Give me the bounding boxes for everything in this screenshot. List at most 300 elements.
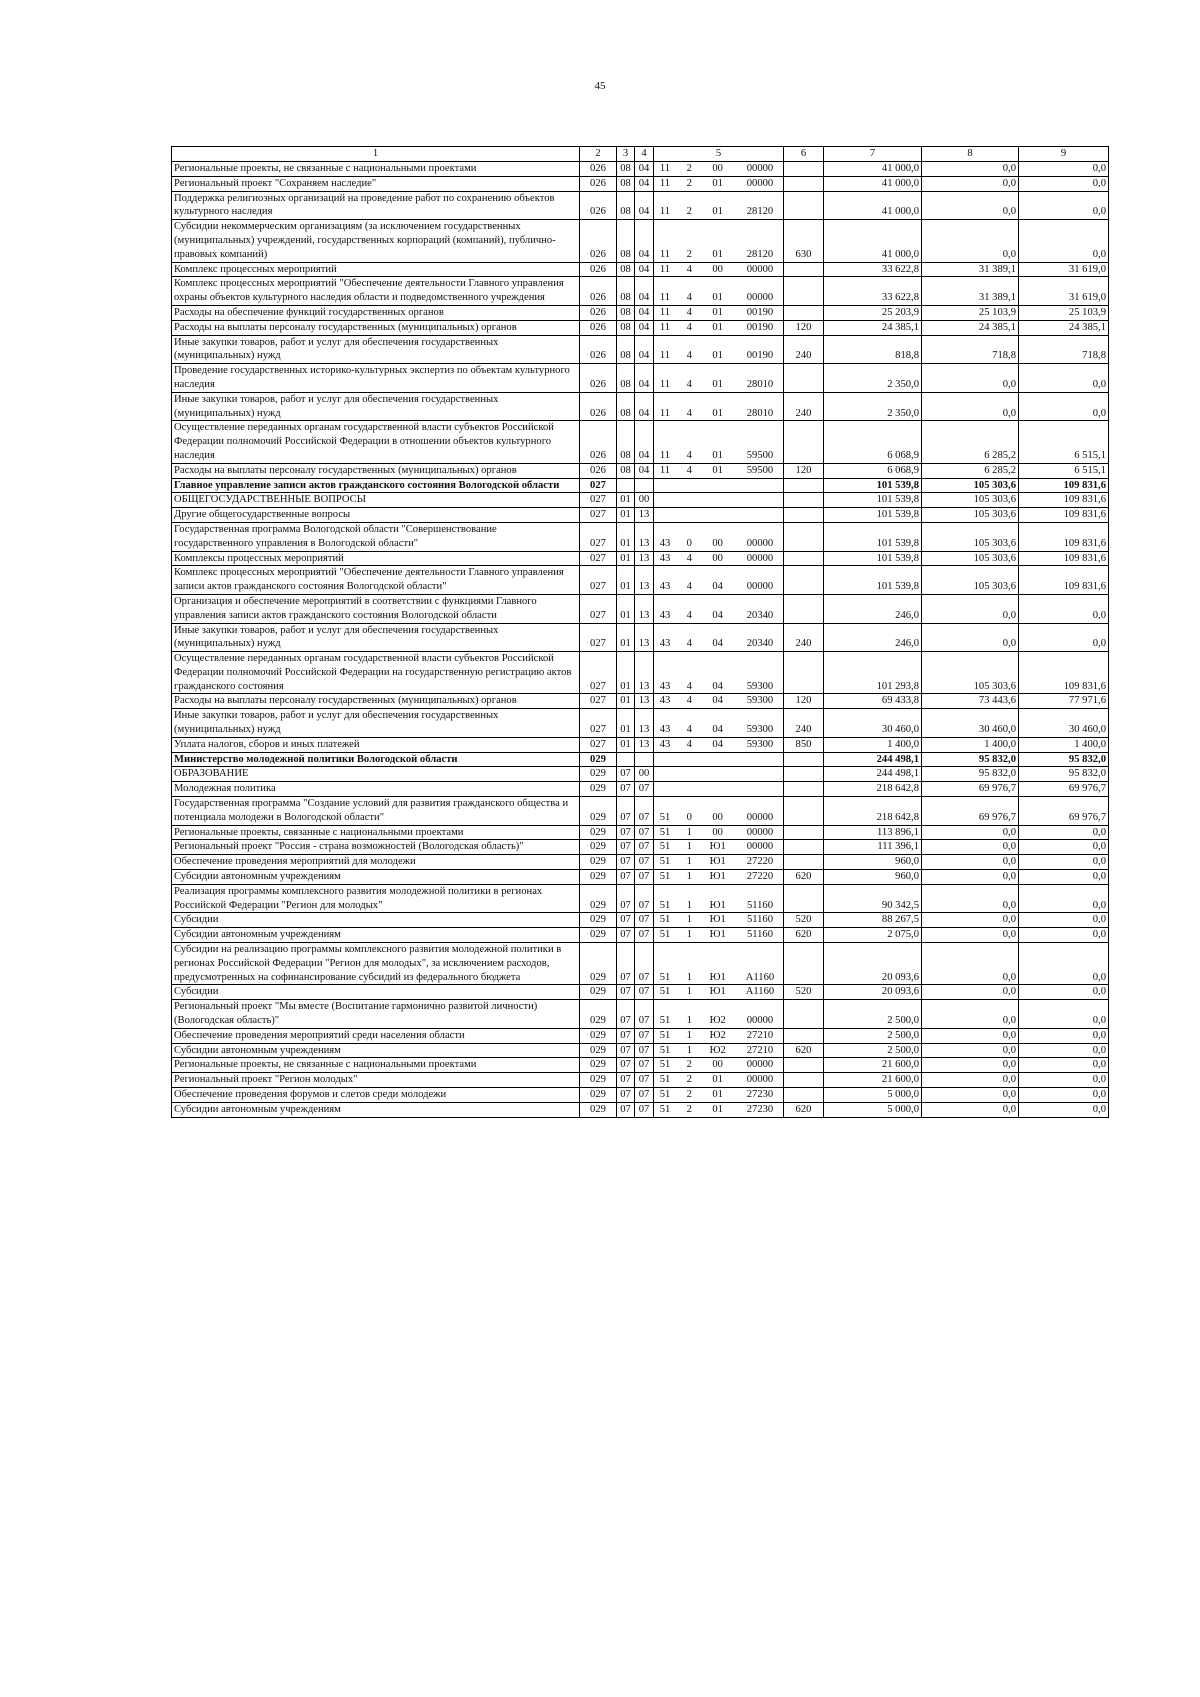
target-article-parts (656, 870, 781, 884)
amount-year2-cell: 0,0 (922, 623, 1019, 652)
expense-type-cell (784, 162, 824, 177)
expense-type-cell (784, 652, 824, 694)
target-article-part: 2 (686, 163, 692, 174)
section-code-cell: 08 (617, 191, 635, 220)
ministry-code-cell: 029 (580, 752, 617, 767)
section-code-cell: 07 (617, 825, 635, 840)
subsection-code-cell: 07 (635, 855, 654, 870)
table-row (172, 392, 1109, 421)
amount-year1-cell: 21 600,0 (824, 1073, 922, 1088)
amount-year2-cell: 0,0 (922, 943, 1019, 985)
target-article-part: Ю2 (709, 1044, 726, 1056)
subsection-code-cell: 13 (635, 709, 654, 738)
section-code-cell: 01 (617, 522, 635, 551)
target-article-part: 11 (659, 248, 671, 260)
target-article-part: 11 (659, 292, 671, 304)
target-article-part: 51 (659, 986, 671, 998)
column-header: 8 (922, 147, 1019, 162)
amount-year1-cell: 30 460,0 (824, 709, 922, 738)
subsection-code-cell: 13 (635, 652, 654, 694)
amount-year3-cell: 0,0 (1019, 392, 1109, 421)
target-article-cell (654, 928, 784, 943)
section-code-cell: 08 (617, 421, 635, 463)
amount-year1-cell: 69 433,8 (824, 694, 922, 709)
section-code-cell: 01 (617, 623, 635, 652)
expense-name-cell: Субсидии автономным учреждениям (172, 1102, 580, 1117)
target-article-parts (656, 263, 781, 277)
target-article-part: 4 (686, 321, 692, 333)
amount-year2-cell: 95 832,0 (922, 752, 1019, 767)
target-article-cell (654, 1028, 784, 1043)
target-article-part: 00190 (746, 350, 774, 362)
target-article-part: 4 (686, 695, 692, 707)
target-article-part: 59300 (746, 680, 774, 692)
expense-name-cell: Организация и обеспечение мероприятий в соответствии с функциями Главного управления записи актов гражданского состояния Вологодской области (172, 594, 580, 623)
target-article-parts (656, 1103, 781, 1117)
target-article-part: 4 (686, 449, 692, 461)
expense-name-cell: Комплексы процессных мероприятий (172, 551, 580, 566)
target-article-part: 59300 (746, 724, 774, 736)
target-article-cell (654, 493, 784, 508)
table-row (172, 623, 1109, 652)
expense-name-cell: Иные закупки товаров, работ и услуг для обеспечения государственных (муниципальных) нужд (172, 623, 580, 652)
target-article-cell (654, 870, 784, 885)
amount-year2-cell: 105 303,6 (922, 522, 1019, 551)
ministry-code-cell: 027 (580, 566, 617, 595)
amount-year3-cell: 0,0 (1019, 594, 1109, 623)
expense-type-cell (784, 421, 824, 463)
amount-year1-cell: 41 000,0 (824, 162, 922, 177)
target-article-cell (654, 1073, 784, 1088)
target-article-part: 01 (712, 1089, 723, 1100)
target-article-part: 01 (712, 350, 723, 362)
target-article-part: 01 (712, 464, 723, 476)
expense-type-cell: 120 (784, 463, 824, 478)
amount-year1-cell: 6 068,9 (824, 421, 922, 463)
expense-type-cell: 240 (784, 623, 824, 652)
amount-year1-cell: 2 350,0 (824, 392, 922, 421)
target-article-parts (656, 826, 781, 840)
amount-year2-cell: 105 303,6 (922, 551, 1019, 566)
target-article-cell (654, 335, 784, 364)
expense-type-cell (784, 493, 824, 508)
amount-year3-cell: 6 515,1 (1019, 463, 1109, 478)
target-article-part: 1 (686, 914, 692, 926)
table-row (172, 191, 1109, 220)
table-row (172, 855, 1109, 870)
target-article-part: 01 (712, 407, 723, 419)
expense-type-cell: 240 (784, 392, 824, 421)
target-article-cell (654, 1058, 784, 1073)
subsection-code-cell: 07 (635, 1058, 654, 1073)
target-article-cell (654, 220, 784, 262)
target-article-parts (656, 738, 781, 752)
target-article-part: 01 (712, 1103, 723, 1115)
target-article-part: 4 (686, 407, 692, 419)
subsection-code-cell: 07 (635, 928, 654, 943)
amount-year1-cell: 33 622,8 (824, 262, 922, 277)
section-code-cell: 07 (617, 855, 635, 870)
table-row (172, 884, 1109, 913)
amount-year3-cell: 77 971,6 (1019, 694, 1109, 709)
target-article-parts (656, 985, 781, 999)
amount-year1-cell: 218 642,8 (824, 797, 922, 826)
target-article-part: 00 (712, 1059, 723, 1071)
target-article-parts (656, 449, 781, 463)
amount-year2-cell: 0,0 (922, 176, 1019, 191)
amount-year2-cell: 0,0 (922, 1000, 1019, 1029)
amount-year3-cell: 30 460,0 (1019, 709, 1109, 738)
expense-type-cell: 520 (784, 913, 824, 928)
section-code-cell: 08 (617, 364, 635, 393)
expense-name-cell: Государственная программа Вологодской области "Совершенствование государственного управления в Вологодской области" (172, 522, 580, 551)
target-article-cell (654, 262, 784, 277)
target-article-part: 01 (712, 378, 723, 390)
target-article-part: 51 (659, 826, 671, 838)
target-article-cell (654, 652, 784, 694)
amount-year2-cell: 31 389,1 (922, 262, 1019, 277)
target-article-parts (656, 1014, 781, 1028)
subsection-code-cell: 00 (635, 493, 654, 508)
expense-name-cell: Поддержка религиозных организаций на проведение работ по сохранению объектов культурного наследия (172, 191, 580, 220)
subsection-code-cell: 04 (635, 364, 654, 393)
amount-year2-cell: 69 976,7 (922, 797, 1019, 826)
section-code-cell: 07 (617, 985, 635, 1000)
ministry-code-cell: 029 (580, 797, 617, 826)
expense-type-cell (784, 1028, 824, 1043)
section-code-cell: 07 (617, 797, 635, 826)
amount-year3-cell: 0,0 (1019, 1088, 1109, 1103)
target-article-cell (654, 737, 784, 752)
ministry-code-cell: 027 (580, 508, 617, 523)
target-article-part: Ю1 (709, 899, 726, 911)
target-article-part: 01 (712, 306, 723, 318)
target-article-part: 00 (712, 537, 723, 549)
table-row (172, 840, 1109, 855)
subsection-code-cell: 04 (635, 162, 654, 177)
ministry-code-cell: 026 (580, 320, 617, 335)
table-row (172, 277, 1109, 306)
target-article-part: 0 (686, 811, 692, 823)
target-article-part: 1 (686, 971, 692, 983)
expense-type-cell: 620 (784, 1102, 824, 1117)
expense-type-cell (784, 840, 824, 855)
expense-name-cell: Другие общегосударственные вопросы (172, 508, 580, 523)
target-article-part: 43 (659, 738, 671, 750)
target-article-part: 00 (712, 263, 723, 275)
target-article-cell (654, 913, 784, 928)
target-article-part: 51160 (746, 914, 774, 926)
target-article-parts (656, 537, 781, 551)
table-row (172, 1028, 1109, 1043)
expense-name-cell: Реализация программы комплексного развития молодежной политики в регионах Российской Федерации "Регион для молодых" (172, 884, 580, 913)
section-code-cell: 08 (617, 262, 635, 277)
amount-year2-cell: 105 303,6 (922, 508, 1019, 523)
target-article-cell (654, 840, 784, 855)
target-article-parts (656, 248, 781, 262)
subsection-code-cell: 07 (635, 825, 654, 840)
target-article-parts (656, 552, 781, 566)
target-article-parts (656, 321, 781, 335)
target-article-part: 4 (686, 292, 692, 304)
ministry-code-cell: 027 (580, 493, 617, 508)
amount-year1-cell: 101 539,8 (824, 508, 922, 523)
table-row (172, 551, 1109, 566)
target-article-cell (654, 277, 784, 306)
section-code-cell: 07 (617, 782, 635, 797)
ministry-code-cell: 029 (580, 913, 617, 928)
expense-name-cell: Уплата налогов, сборов и иных платежей (172, 737, 580, 752)
target-article-part: 01 (712, 248, 723, 260)
expense-type-cell: 520 (784, 985, 824, 1000)
target-article-parts (656, 609, 781, 623)
amount-year3-cell: 1 400,0 (1019, 737, 1109, 752)
target-article-part: Ю1 (709, 971, 726, 983)
expense-type-cell (784, 782, 824, 797)
target-article-part: 59300 (746, 738, 774, 750)
target-article-part: 20340 (746, 609, 774, 621)
expense-type-cell: 120 (784, 320, 824, 335)
target-article-part: 0 (686, 537, 692, 549)
ministry-code-cell: 026 (580, 162, 617, 177)
target-article-part: 11 (659, 306, 671, 318)
table-row (172, 262, 1109, 277)
target-article-parts (656, 407, 781, 421)
target-article-part: 04 (712, 581, 723, 593)
amount-year2-cell: 0,0 (922, 825, 1019, 840)
amount-year3-cell: 0,0 (1019, 840, 1109, 855)
target-article-part: 00000 (746, 163, 774, 174)
target-article-part: 00000 (746, 552, 774, 564)
target-article-part: 43 (659, 609, 671, 621)
target-article-parts (656, 378, 781, 392)
section-code-cell: 01 (617, 709, 635, 738)
expense-type-cell (784, 191, 824, 220)
amount-year1-cell: 20 093,6 (824, 985, 922, 1000)
target-article-part: 28120 (746, 248, 774, 260)
table-row (172, 320, 1109, 335)
target-article-part: 11 (659, 163, 671, 174)
target-article-part: Ю1 (709, 929, 726, 941)
target-article-cell (654, 855, 784, 870)
amount-year2-cell: 0,0 (922, 392, 1019, 421)
target-article-part: 51 (659, 929, 671, 941)
expense-name-cell: Субсидии автономным учреждениям (172, 870, 580, 885)
table-row (172, 752, 1109, 767)
section-code-cell: 01 (617, 737, 635, 752)
expense-type-cell (784, 364, 824, 393)
amount-year1-cell: 2 500,0 (824, 1043, 922, 1058)
section-code-cell: 07 (617, 928, 635, 943)
target-article-part: 4 (686, 724, 692, 736)
amount-year3-cell: 24 385,1 (1019, 320, 1109, 335)
expense-type-cell: 620 (784, 928, 824, 943)
section-code-cell: 01 (617, 493, 635, 508)
expense-type-cell (784, 277, 824, 306)
amount-year2-cell: 0,0 (922, 855, 1019, 870)
ministry-code-cell: 029 (580, 928, 617, 943)
subsection-code-cell: 04 (635, 320, 654, 335)
ministry-code-cell: 027 (580, 694, 617, 709)
table-row (172, 709, 1109, 738)
target-article-part: 11 (659, 321, 671, 333)
section-code-cell: 07 (617, 1000, 635, 1029)
target-article-part: 2 (686, 1089, 692, 1100)
target-article-part: 59500 (746, 464, 774, 476)
target-article-part: 1 (686, 986, 692, 998)
target-article-cell (654, 364, 784, 393)
subsection-code-cell: 07 (635, 943, 654, 985)
subsection-code-cell: 13 (635, 566, 654, 595)
ministry-code-cell: 029 (580, 1000, 617, 1029)
table-row (172, 1073, 1109, 1088)
target-article-part: 00000 (746, 263, 774, 275)
expense-name-cell: Расходы на выплаты персоналу государственных (муниципальных) органов (172, 320, 580, 335)
expense-type-cell (784, 855, 824, 870)
expense-type-cell (784, 943, 824, 985)
amount-year1-cell: 24 385,1 (824, 320, 922, 335)
ministry-code-cell: 026 (580, 262, 617, 277)
target-article-parts (656, 723, 781, 737)
target-article-part: Ю1 (709, 871, 726, 883)
target-article-cell (654, 566, 784, 595)
table-row (172, 782, 1109, 797)
ministry-code-cell: 027 (580, 551, 617, 566)
amount-year1-cell: 21 600,0 (824, 1058, 922, 1073)
expense-name-cell: Проведение государственных историко-культурных экспертиз по объектам культурного наследия (172, 364, 580, 393)
expense-name-cell: Региональный проект "Сохраняем наследие" (172, 176, 580, 191)
target-article-part: А1160 (745, 986, 775, 998)
amount-year2-cell: 0,0 (922, 1102, 1019, 1117)
target-article-parts (656, 464, 781, 478)
table-row (172, 985, 1109, 1000)
amount-year1-cell: 818,8 (824, 335, 922, 364)
amount-year1-cell: 1 400,0 (824, 737, 922, 752)
expense-name-cell: Региональный проект "Россия - страна возможностей (Вологодская область)" (172, 840, 580, 855)
target-article-part: Ю1 (709, 986, 726, 998)
amount-year3-cell: 0,0 (1019, 220, 1109, 262)
amount-year3-cell: 31 619,0 (1019, 277, 1109, 306)
target-article-parts (656, 971, 781, 985)
amount-year1-cell: 960,0 (824, 870, 922, 885)
target-article-parts (656, 855, 781, 869)
ministry-code-cell: 026 (580, 305, 617, 320)
expense-name-cell: Субсидии некоммерческим организациям (за исключением государственных (муниципальных) учреждений, государственных корпораций (компаний), публично-правовых компаний) (172, 220, 580, 262)
expense-type-cell (784, 797, 824, 826)
target-article-parts (656, 694, 781, 708)
amount-year2-cell: 0,0 (922, 1028, 1019, 1043)
expense-name-cell: Субсидии (172, 913, 580, 928)
subsection-code-cell: 07 (635, 1088, 654, 1103)
amount-year3-cell: 0,0 (1019, 1073, 1109, 1088)
target-article-part: 11 (659, 350, 671, 362)
table-row (172, 870, 1109, 885)
amount-year3-cell: 0,0 (1019, 928, 1109, 943)
expense-type-cell (784, 1058, 824, 1073)
table-row (172, 1088, 1109, 1103)
amount-year1-cell: 2 075,0 (824, 928, 922, 943)
amount-year2-cell: 0,0 (922, 220, 1019, 262)
target-article-cell (654, 320, 784, 335)
target-article-cell (654, 176, 784, 191)
amount-year3-cell: 0,0 (1019, 1058, 1109, 1073)
subsection-code-cell: 04 (635, 421, 654, 463)
target-article-part: 51 (659, 811, 671, 823)
target-article-cell (654, 623, 784, 652)
target-article-part: 1 (686, 1044, 692, 1056)
amount-year2-cell: 0,0 (922, 191, 1019, 220)
column-header: 4 (635, 147, 654, 162)
ministry-code-cell: 026 (580, 176, 617, 191)
section-code-cell: 01 (617, 566, 635, 595)
expense-name-cell: Иные закупки товаров, работ и услуг для обеспечения государственных (муниципальных) нужд (172, 392, 580, 421)
subsection-code-cell: 07 (635, 1073, 654, 1088)
table-row (172, 493, 1109, 508)
target-article-cell (654, 478, 784, 493)
ministry-code-cell: 029 (580, 884, 617, 913)
section-code-cell: 01 (617, 652, 635, 694)
expense-name-cell: Осуществление переданных органам государственной власти субъектов Российской Федерации полномочий Российской Федерации в отношении объектов культурного наследия (172, 421, 580, 463)
ministry-code-cell: 026 (580, 220, 617, 262)
table-row (172, 1058, 1109, 1073)
target-article-parts (656, 1029, 781, 1043)
amount-year3-cell: 0,0 (1019, 884, 1109, 913)
target-article-part: 00000 (746, 1059, 774, 1071)
expense-name-cell: Государственная программа "Создание условий для развития гражданского общества и потенциала молодежи в Вологодской области" (172, 797, 580, 826)
target-article-part: 4 (686, 581, 692, 593)
target-article-part: 2 (686, 1059, 692, 1071)
expense-name-cell: Субсидии автономным учреждениям (172, 1043, 580, 1058)
target-article-cell (654, 392, 784, 421)
expense-name-cell: Субсидии (172, 985, 580, 1000)
subsection-code-cell: 07 (635, 1028, 654, 1043)
amount-year3-cell: 109 831,6 (1019, 478, 1109, 493)
expense-name-cell: Региональный проект "Мы вместе (Воспитание гармонично развитой личности) (Вологодская область)" (172, 1000, 580, 1029)
expense-type-cell (784, 566, 824, 595)
target-article-parts (656, 899, 781, 913)
amount-year3-cell: 0,0 (1019, 1102, 1109, 1117)
subsection-code-cell: 07 (635, 870, 654, 885)
subsection-code-cell: 04 (635, 220, 654, 262)
target-article-cell (654, 1102, 784, 1117)
target-article-part: 20340 (746, 638, 774, 650)
target-article-part: 4 (686, 609, 692, 621)
target-article-part: 2 (686, 248, 692, 260)
target-article-part: 00190 (746, 306, 774, 318)
budget-table (171, 146, 1109, 1118)
amount-year3-cell: 109 831,6 (1019, 522, 1109, 551)
table-row (172, 162, 1109, 177)
expense-name-cell: Молодежная политика (172, 782, 580, 797)
amount-year3-cell: 0,0 (1019, 1000, 1109, 1029)
column-header: 9 (1019, 147, 1109, 162)
target-article-parts (656, 162, 781, 176)
expense-type-cell (784, 1088, 824, 1103)
table-row (172, 421, 1109, 463)
amount-year1-cell: 244 498,1 (824, 752, 922, 767)
amount-year2-cell: 25 103,9 (922, 305, 1019, 320)
target-article-part: 27220 (746, 856, 774, 868)
section-code-cell: 08 (617, 320, 635, 335)
column-header: 6 (784, 147, 824, 162)
target-article-part: Ю2 (709, 1015, 726, 1027)
ministry-code-cell: 029 (580, 870, 617, 885)
amount-year3-cell: 109 831,6 (1019, 551, 1109, 566)
target-article-part: 1 (686, 871, 692, 883)
table-row (172, 1000, 1109, 1029)
expense-name-cell: Субсидии на реализацию программы комплексного развития молодежной политики в регионах Российской Федерации "Регион для молодых", за исключением расходов, предусмотренных на софинансирование субсидий из федерального бюджета (172, 943, 580, 985)
target-article-part: 01 (712, 1074, 723, 1086)
